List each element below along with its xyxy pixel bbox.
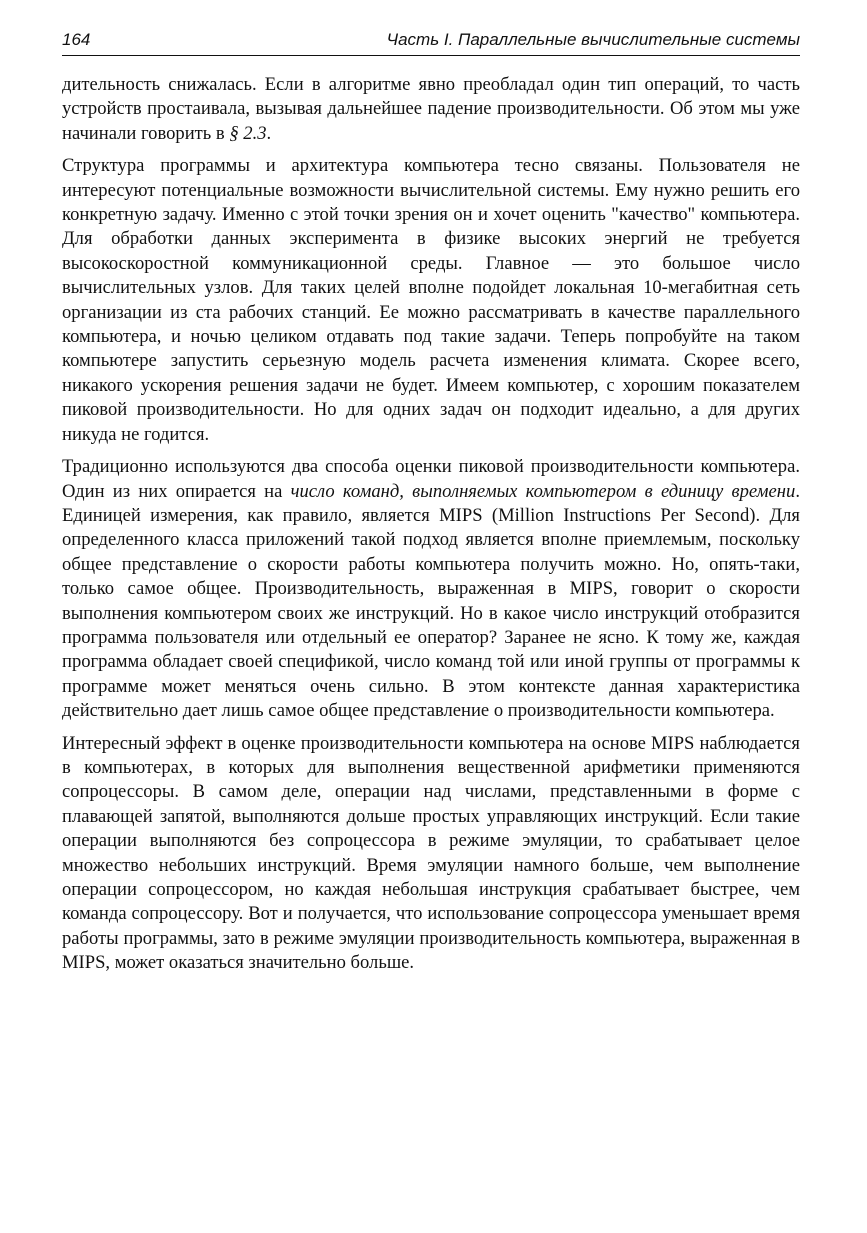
page-header: [62, 28, 800, 52]
paragraph-3-text-end: . Единицей измерения, как правило, является MIPS (Million Instructions Per Second). Для определенного класса приложений такой подход является вполне приемлемым, поскольку общее представление о скорости работы компьютера получить можно. Но, опять-таки, только самое общее. Производительность, выраженная в MIPS, говорит о скорости выполнения компьютером своих же инструкций. Но в какое число инструкций отобразится программа пользователя или отдельный ее оператор? Заранее не ясно. К тому же, каждая программа обладает своей спецификой, число команд той или иной группы от программы к программе может меняться очень сильно. В этом контексте данная характеристика действительно дает лишь самое общее представление о производительности компьютера.: [62, 480, 800, 722]
definition-emphasis: число команд, выполняемых компьютером в единицу времени: [290, 480, 796, 502]
header-rule: [62, 55, 800, 56]
paragraph-1: [62, 73, 800, 146]
paragraph-4: Интересный эффект в оценке производительности компьютера на основе MIPS наблюдается в компьютерах, в которых для выполнения вещественной арифметики применяются сопроцессоры. В самом деле, операции над числами, представленными в форме с плавающей запятой, выполняются дольше простых управляющих инструкций. Если такие операции выполняются без сопроцессора в режиме эмуляции, то срабатывает целое множество небольших инструкций. Время эмуляции намного больше, чем выполнение операции сопроцессором, но каждая небольшая инструкция срабатывает быстрее, чем команда сопроцессору. Вот и получается, что использование сопроцессора уменьшает время работы программы, зато в режиме эмуляции производительность компьютера, выраженная в MIPS, может оказаться значительно больше.: [62, 732, 800, 974]
paragraph-2: Структура программы и архитектура компьютера тесно связаны. Пользователя не интересуют потенциальные возможности вычислительной системы. Ему нужно решить его конкретную задачу. Именно с этой точки зрения он и хочет оценить "качество" компьютера. Для обработки данных эксперимента в физике высоких энергий не требуется высокоскоростной коммуникационной среды. Главное — это большое число вычислительных узлов. Для таких целей вполне подойдет локальная 10-мегабитная сеть организации из ста рабочих станций. Ее можно рассматривать в качестве параллельного компьютера, и ночью целиком отдавать под такие задачи. Теперь попробуйте на таком компьютере запустить серьезную модель расчета изменения климата. Скорее всего, никакого ускорения решения задачи не будет. Имеем компьютер, с хорошим показателем пиковой производительности. Но для одних задач он подходит идеально, а для других никуда не годится.: [62, 155, 800, 445]
section-reference: § 2.3: [229, 122, 267, 144]
paragraph-1-text: дительность снижалась. Если в алгоритме явно преобладал один тип операций, то часть устройств простаивала, вызывая дальнейшее падение производительности. Об этом мы уже начинали говорить в: [62, 74, 800, 144]
paragraph-3: [62, 455, 800, 723]
page-number: 164: [62, 30, 91, 49]
running-title: Часть I. Параллельные вычислительные системы: [386, 30, 800, 49]
paragraph-1-end: .: [266, 122, 272, 144]
body-text: [62, 73, 800, 984]
paragraph-3-text-start: Традиционно используются два способа оценки пиковой производительности компьютера. Один из них опирается на: [62, 456, 800, 502]
